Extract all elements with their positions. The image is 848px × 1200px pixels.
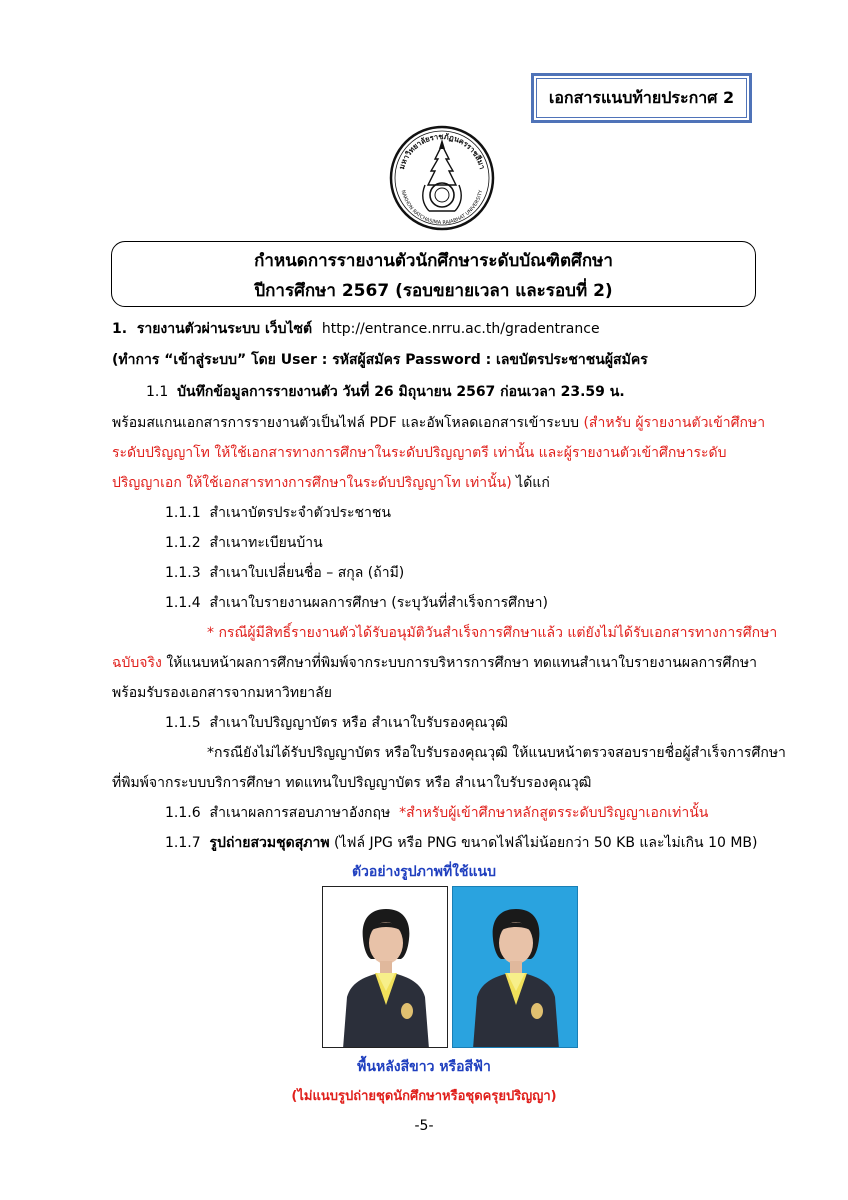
sub-item-number: 1.1.7 [165, 835, 201, 851]
title-box [111, 241, 756, 307]
sub-item-1-1-6 [165, 803, 708, 823]
photo-caption: พื้นหลังสีขาว หรือสีฟ้า [357, 1059, 491, 1075]
sub-item-text: สำเนาใบรายงานผลการศึกษา (ระบุวันที่สำเร็จการศึกษา) [209, 595, 549, 611]
sub-item-text: สำเนาใบปริญญาบัตร หรือ สำเนาใบรับรองคุณวุฒิ [209, 715, 508, 731]
sub-item-1-1-1 [165, 503, 391, 523]
page-number: -5- [414, 1118, 434, 1134]
sub-item-text: สำเนาบัตรประจำตัวประชาชน [209, 505, 391, 521]
sub-item-text: สำเนาใบเปลี่ยนชื่อ – สกุล (ถ้ามี) [209, 565, 405, 581]
photo-warning: (ไม่แนบรูปถ่ายชุดนักศึกษาหรือชุดครุยปริญญา) [291, 1089, 557, 1104]
note-1-1-5-line-1: *กรณียังไม่ได้รับปริญญาบัตร หรือใบรับรองคุณวุฒิ ให้แนบหน้าตรวจสอบรายชื่อผู้สำเร็จการศึกษา [207, 745, 786, 761]
item-1-1-para-line-3 [112, 473, 550, 493]
note-1-1-4-line-3: พร้อมรับรองเอกสารจากมหาวิทยาลัย [112, 685, 332, 701]
svg-text:มหาวิทยาลัยราชภัฏนครราชสีมา: มหาวิทยาลัยราชภัฏนครราชสีมา [397, 131, 487, 171]
title-line-2: ปีการศึกษา 2567 (รอบขยายเวลา และรอบที่ 2) [254, 281, 613, 301]
sub-item-1-1-7 [165, 833, 757, 853]
sub-item-number: 1.1.2 [165, 535, 201, 551]
sub-item-number: 1.1.1 [165, 505, 201, 521]
note-1-1-5-line-2: ที่พิมพ์จากระบบบริการศึกษา ทดแทนใบปริญญาบัตร หรือ สำเนาใบรับรองคุณวุฒิ [112, 775, 592, 791]
item-1-1-red-note-1: (สำหรับ ผู้รายงานตัวเข้าศึกษา [583, 415, 766, 431]
sub-item-1-1-4 [165, 593, 548, 613]
sub-item-1-1-5 [165, 713, 508, 733]
item-1-1-para-line-1 [112, 413, 765, 433]
attachment-label-box [531, 73, 752, 123]
item-1-1-tail: ได้แก่ [516, 475, 550, 491]
item-1-1 [146, 382, 625, 402]
svg-text:NAKHON RATCHASIMA RAJABHAT UNI: NAKHON RATCHASIMA RAJABHAT UNIVERSITY [399, 189, 485, 227]
item-1-1-red-note-3: ปริญญาเอก ให้ใช้เอกสารทางการศึกษาในระดับปริญญาโท เท่านั้น) [112, 475, 512, 491]
item-1-1-number: 1.1 [146, 384, 169, 400]
section-1-heading [112, 319, 600, 339]
sample-photo-blue-background [452, 886, 578, 1048]
note-1-1-4-line-1: * กรณีผู้มีสิทธิ์รายงานตัวได้รับอนุมัติวันสำเร็จการศึกษาแล้ว แต่ยังไม่ได้รับเอกสารทางการศึกษา [207, 625, 778, 641]
item-1-1-para-start: พร้อมสแกนเอกสารการรายงานตัวเป็นไฟล์ PDF และอัพโหลดเอกสารเข้าระบบ [112, 415, 580, 431]
sub-item-number: 1.1.6 [165, 805, 201, 821]
sub-item-number: 1.1.4 [165, 595, 201, 611]
sub-item-text: สำเนาทะเบียนบ้าน [209, 535, 323, 551]
sub-item-number: 1.1.3 [165, 565, 201, 581]
section-1-heading-text: รายงานตัวผ่านระบบ เว็บไซต์ [136, 321, 313, 337]
note-1-1-4-red: ฉบับจริง [112, 655, 162, 671]
login-instructions: (ทำการ “เข้าสู่ระบบ” โดย User : รหัสผู้สมัคร Password : เลขบัตรประชาชนผู้สมัคร [112, 352, 648, 368]
sub-item-number: 1.1.5 [165, 715, 201, 731]
item-1-1-red-note-2: ระดับปริญญาโท ให้ใช้เอกสารทางการศึกษาในระดับปริญญาตรี เท่านั้น และผู้รายงานตัวเข้าศึกษาระดับ [112, 445, 727, 461]
item-1-1-text: บันทึกข้อมูลการรายงานตัว วันที่ 26 มิถุนายน 2567 ก่อนเวลา 23.59 น. [177, 384, 625, 400]
photo-examples-heading: ตัวอย่างรูปภาพที่ใช้แนบ [351, 864, 497, 880]
section-1-number: 1. [112, 321, 128, 337]
sub-item-text: รูปถ่ายสวมชุดสุภาพ [209, 835, 330, 851]
registration-url-link[interactable]: http://entrance.nrru.ac.th/gradentrance [321, 321, 600, 337]
sub-item-text: สำเนาผลการสอบภาษาอังกฤษ [209, 805, 391, 821]
note-1-1-4-rest: ให้แนบหน้าผลการศึกษาที่พิมพ์จากระบบการบริหารการศึกษา ทดแทนสำเนาใบรายงานผลการศึกษา [166, 655, 757, 671]
sub-item-1-1-3 [165, 563, 404, 583]
note-1-1-7: (ไฟล์ JPG หรือ PNG ขนาดไฟล์ไม่น้อยกว่า 50 KB และไม่เกิน 10 MB) [334, 835, 758, 851]
attachment-label: เอกสารแนบท้ายประกาศ 2 [548, 87, 735, 107]
note-1-1-4-line-2 [112, 653, 757, 673]
sub-item-1-1-2 [165, 533, 323, 553]
university-seal-logo [389, 125, 495, 231]
sample-photo-white-background [322, 886, 448, 1048]
note-1-1-6: *สำหรับผู้เข้าศึกษาหลักสูตรระดับปริญญาเอกเท่านั้น [399, 805, 709, 821]
title-line-1: กำหนดการรายงานตัวนักศึกษาระดับบัณฑิตศึกษา [254, 251, 613, 271]
